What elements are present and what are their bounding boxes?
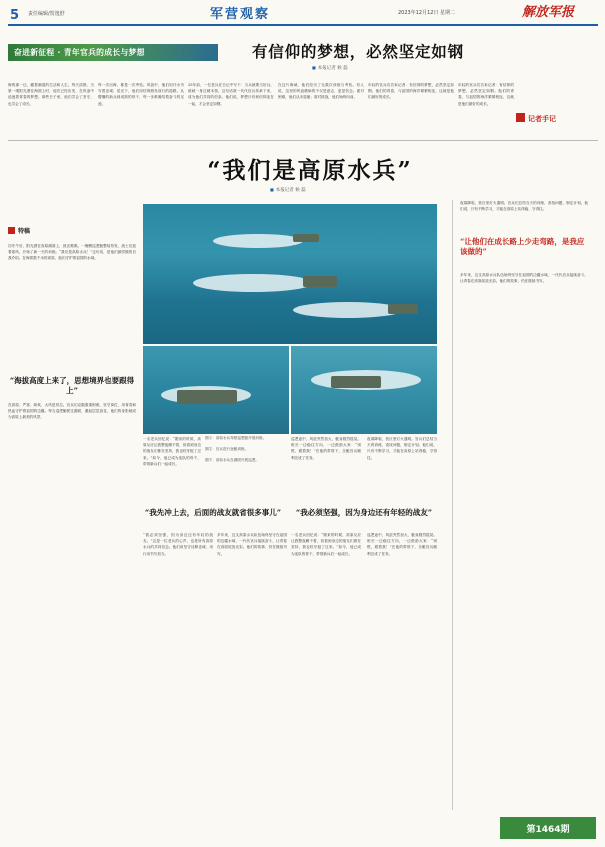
column-divider [452,200,453,810]
article1-byline: ■ 本报记者 候 磊 [312,65,348,71]
article2-col7: 一名老兵回忆说：“刚来的时候，高原反应让我整夜睡不着，但看到身边的战友们都在坚持，我也咬牙挺了过来。”如今，他已成为连队的骨干，带领新兵们一起成长。 [291,533,361,556]
issue-date: 2023年12月12日 星期二 [398,10,456,16]
article2-col8: 巡逻途中，风浪突然加大，艇身剧烈摇晃。班长一边稳住方向，一边鼓励大家：“别慌，跟着我！”在他的带领下，全艇官兵顺利完成了任务。 [367,533,437,556]
page-number: 5 [10,8,20,23]
issue-number: 第1464期 [500,817,596,839]
article1-col5: 年轻的官兵们告诉记者：有信仰的梦想，必然坚定如钢。他们的青春，与祖国的海洋紧紧相连，这就是他们最好的成长。 [368,83,454,100]
article2-side-title: “让他们在成长路上少走弯路，是我应该做的” [460,237,585,256]
article1-col2: 每一次出海，都是一次考验。风浪中，他们用汗水书写着忠诚；星光下，他们用信仰照亮前行的道路。从懵懂的新兵到成熟的骨干，每一步都凝结着奋斗的足迹。 [98,83,184,106]
editor-tag: 责任编辑/贺逸舒 [28,11,65,17]
header-rule [8,24,598,26]
caption-2: 图②：官兵进行登艇训练。 [205,447,249,451]
article1-title: 有信仰的梦想，必然坚定如钢 [252,42,464,61]
article2-title: “我们是高原水兵” [207,157,413,184]
article2-col6: 多年来，这支高原水兵队伍始终坚守在祖国的边疆水域，一代代官兵接续奋斗，让青春在高原绽放光彩。他们的故事，仍在继续书写。 [217,533,287,556]
article2-subhead-1: “海拔高度上来了，思想境界也要跟得上” [9,376,135,395]
section-title: 军营观察 [210,7,271,22]
article1-col3: 25年前，一位老兵在日记中写下：当兵就要当好兵，练就一身过硬本领。这句话被一代代官兵传承下来，成为他们共同的信条。他们说，梦想只有和信仰连在一起，才会坚定如钢。 [188,83,274,106]
caption-1: 图①：高原水兵驾驶巡逻艇开展训练。 [205,436,267,440]
article2-col1: 在高原，严寒、缺氧、大风是常态。官兵们克服重重困难，坚守岗位，用青春和热血守护着祖国的边疆。每当巡逻艇驶过湖面，激起层层浪花，他们的身影就成为高原上最美的风景。 [8,403,136,420]
article2-col2: 一名老兵回忆说：“刚来的时候，高原反应让我整夜睡不着，但看到身边的战友们都在坚持，我也咬牙挺了过来。”如今，他已成为连队的骨干，带领新兵们一起成长。 [143,437,201,466]
reporter-note-tag: 记者手记 [516,113,556,124]
article2-side-body: 多年来，这支高原水兵队伍始终坚守在祖国的边疆水域，一代代官兵接续奋斗，让青春在高原绽放光彩。他们的故事，仍在继续书写。 [460,273,588,284]
caption-3: 图③：高原水兵在湖面开展巡逻。 [205,458,259,462]
newspaper-logo: 解放军报 [522,5,575,20]
article1-col1: 海的那一边，藏着潮湿的生活和人生。每天清晨，当第一缕阳光洒在海面上时，他们已经出发，在风浪中追逐着青春的梦想。那些日子里，他们学会了坚守，也学会了成长。 [8,83,94,106]
photo-patrol-boats [143,204,437,344]
article1-col4: 在这片海域，他们经历了无数次训练与考验。有人说，这里的风浪磨砺的不仅是意志，更是信念。面对困难，他们从未退缩；面对挑战，他们始终向前。 [278,83,364,100]
article2-col4: 夜幕降临，营区里灯火通明。官兵们总结当天的训练，查找问题，制定计划。他们说，只有不断学习，才能在高原上站得稳、守得住。 [367,437,437,460]
feature-tag: 特稿 [8,226,40,236]
article2-subhead-2: “我先冲上去，后面的战友就省很多事儿” [144,508,282,517]
article2-side-top: 夜幕降临，营区里灯火通明。官兵们总结当天的训练，查找问题，制定计划。他们说，只有不断学习，才能在高原上站得稳、守得住。 [460,201,588,212]
photo-boarding-training [143,346,289,434]
section-divider [8,140,598,141]
article2-subhead-3: “我必须坚强，因为身边还有年轻的战友” [295,508,433,517]
article2-col5: “我必须坚强，因为身边还有年轻的战友。”这是一位老兵的心声，也是所有高原水兵的共同信念。他们用坚守诠释忠诚，用行动书写担当。 [143,533,213,556]
article2-col3: 巡逻途中，风浪突然加大，艇身剧烈摇晃。班长一边稳住方向，一边鼓励大家：“别慌，跟着我！”在他的带领下，全艇官兵顺利完成了任务。 [291,437,361,460]
photo-lake-patrol [291,346,437,434]
series-banner-text: 奋进新征程 · 青年官兵的成长与梦想 [14,48,145,57]
feature-tag-marker [8,227,15,234]
article2-intro: 初冬午后，阳光洒在高原湖面上，波光粼粼。一艘艘巡逻艇整装待发，战士们迎着寒风，开始了新一天的训练。“我们是高原水兵！”这句话，是他们最骄傲的自我介绍。在海拔数千米的高原，他们守护着祖国的水域。 [8,244,136,261]
article1-col6: 年轻的官兵们告诉记者：有信仰的梦想，必然坚定如钢。他们的青春，与祖国的海洋紧紧相连，这就是他们最好的成长。 [458,83,514,106]
article2-byline: ■ 本报记者 候 磊 [270,187,306,193]
